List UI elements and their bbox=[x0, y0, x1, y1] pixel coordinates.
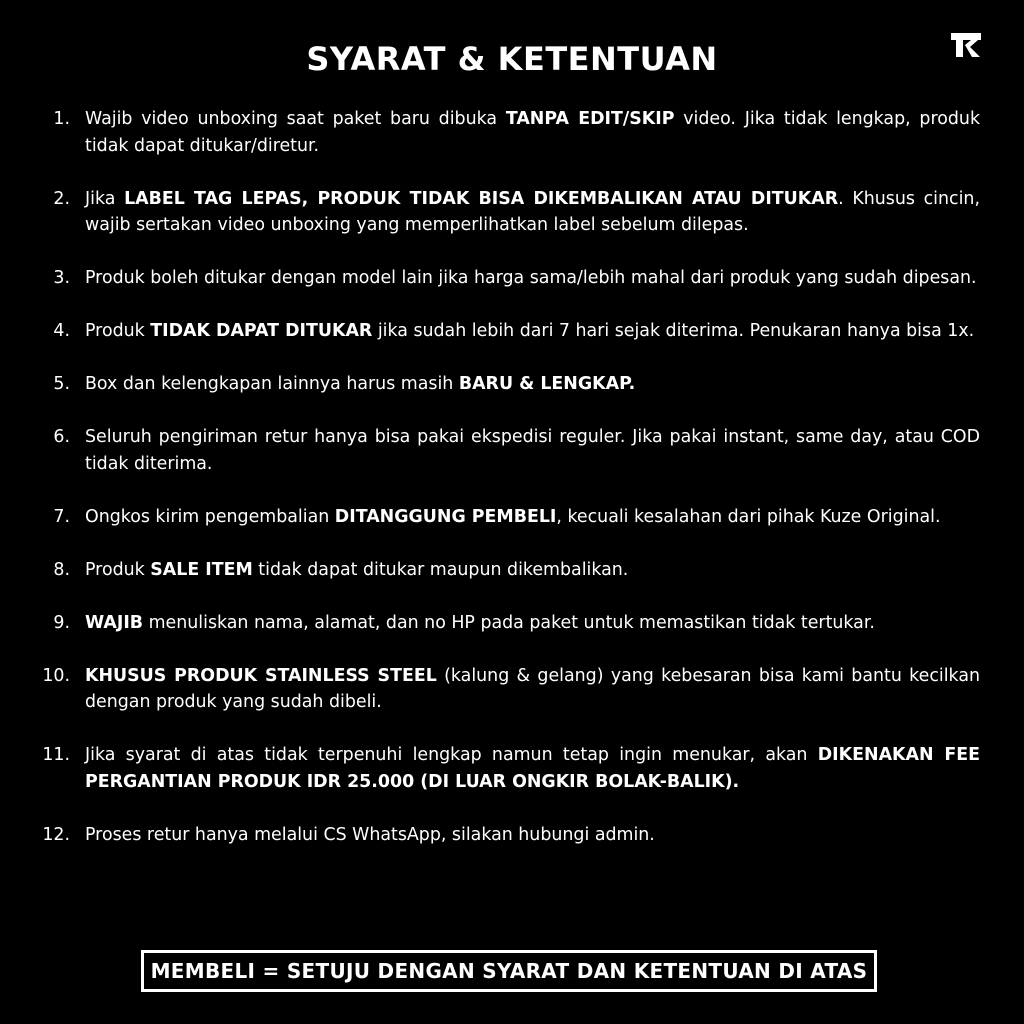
term-number: 9. bbox=[53, 612, 70, 633]
term-item bbox=[40, 424, 980, 477]
term-text bbox=[85, 109, 980, 156]
term-item bbox=[40, 186, 980, 239]
term-text bbox=[85, 666, 980, 713]
term-number: 10. bbox=[42, 665, 70, 686]
term-emphasis: DITANGGUNG PEMBELI bbox=[334, 506, 557, 527]
term-number: 11. bbox=[42, 745, 70, 765]
term-item bbox=[40, 610, 980, 637]
term-item bbox=[40, 106, 980, 159]
term-emphasis: TIDAK DAPAT DITUKAR bbox=[150, 321, 373, 341]
term-item bbox=[40, 663, 980, 716]
term-emphasis: DIKENAKAN FEE PERGANTIAN PRODUK IDR 25.000 (DI LUAR ONGKIR BOLAK-BALIK). bbox=[85, 745, 980, 792]
brand-logo-icon bbox=[951, 33, 981, 57]
term-item bbox=[40, 742, 980, 795]
term-text-segment: Wajib video unboxing saat paket baru dibuka bbox=[85, 109, 506, 129]
term-number: 7. bbox=[53, 506, 70, 527]
term-text bbox=[85, 613, 875, 633]
term-emphasis: LABEL TAG LEPAS, PRODUK TIDAK BISA DIKEMBALIKAN ATAU DITUKAR bbox=[124, 188, 839, 209]
term-text bbox=[85, 745, 980, 792]
term-number: 2. bbox=[53, 188, 70, 209]
term-text bbox=[85, 268, 977, 288]
term-emphasis: WAJIB bbox=[85, 612, 144, 633]
page-title: SYARAT & KETENTUAN bbox=[306, 40, 718, 78]
term-emphasis: BARU & LENGKAP. bbox=[458, 374, 636, 394]
term-item bbox=[40, 822, 980, 849]
term-number: 8. bbox=[53, 559, 70, 580]
term-text bbox=[85, 427, 980, 474]
term-number: 6. bbox=[53, 427, 70, 447]
term-text-segment: Jika syarat di atas tidak terpenuhi lengkap namun tetap ingin menukar, akan bbox=[85, 745, 818, 765]
term-item bbox=[40, 371, 980, 398]
term-text-segment: Ongkos kirim pengembalian bbox=[85, 506, 335, 527]
term-number: 1. bbox=[53, 109, 70, 129]
term-text-segment: video. Jika tidak lengkap, produk tidak dapat ditukar/diretur. bbox=[85, 109, 981, 156]
term-text bbox=[85, 189, 980, 236]
term-number: 4. bbox=[53, 321, 70, 341]
term-number: 5. bbox=[53, 374, 70, 394]
term-text-segment: , kecuali kesalahan dari pihak Kuze Original. bbox=[556, 506, 941, 527]
term-text-segment: tidak dapat ditukar maupun dikembalikan. bbox=[252, 559, 629, 580]
term-text bbox=[85, 560, 628, 580]
term-text-segment: Proses retur hanya melalui CS WhatsApp, silakan hubungi admin. bbox=[85, 824, 655, 845]
term-text-segment: jika sudah lebih dari 7 hari sejak diterima. Penukaran hanya bisa 1x. bbox=[372, 321, 975, 341]
term-item bbox=[40, 504, 980, 531]
term-emphasis: TANPA EDIT/SKIP bbox=[505, 109, 675, 129]
agreement-notice: MEMBELI = SETUJU DENGAN SYARAT DAN KETENTUAN DI ATAS bbox=[141, 950, 877, 992]
term-emphasis: KHUSUS PRODUK STAINLESS STEEL bbox=[85, 665, 437, 686]
term-text-segment: (kalung & gelang) yang kebesaran bisa kami bantu kecilkan dengan produk yang sudah dibeli. bbox=[85, 665, 980, 712]
term-text-segment: menuliskan nama, alamat, dan no HP pada paket untuk memastikan tidak tertukar. bbox=[143, 612, 875, 633]
term-text-segment: Produk boleh ditukar dengan model lain jika harga sama/lebih mahal dari produk yang sudah dipesan. bbox=[85, 268, 977, 288]
term-text-segment: Jika bbox=[85, 188, 125, 209]
term-number: 3. bbox=[53, 268, 70, 288]
term-number: 12. bbox=[42, 824, 70, 845]
term-text-segment: Produk bbox=[85, 321, 151, 341]
term-text-segment: Box dan kelengkapan lainnya harus masih bbox=[85, 374, 459, 394]
term-text-segment: Seluruh pengiriman retur hanya bisa pakai ekspedisi reguler. Jika pakai instant, same day, atau COD tidak diterima. bbox=[85, 427, 980, 474]
term-text bbox=[85, 825, 655, 845]
term-text-segment: . Khusus cincin, wajib sertakan video unboxing yang memperlihatkan label sebelum dilepas. bbox=[85, 188, 980, 235]
term-item bbox=[40, 318, 980, 345]
terms-list bbox=[40, 106, 980, 875]
term-text bbox=[85, 321, 974, 341]
term-item bbox=[40, 557, 980, 584]
term-text bbox=[85, 374, 635, 394]
term-item bbox=[40, 265, 980, 292]
term-text-segment: Produk bbox=[85, 559, 151, 580]
term-emphasis: SALE ITEM bbox=[150, 559, 253, 580]
term-text bbox=[85, 507, 940, 527]
